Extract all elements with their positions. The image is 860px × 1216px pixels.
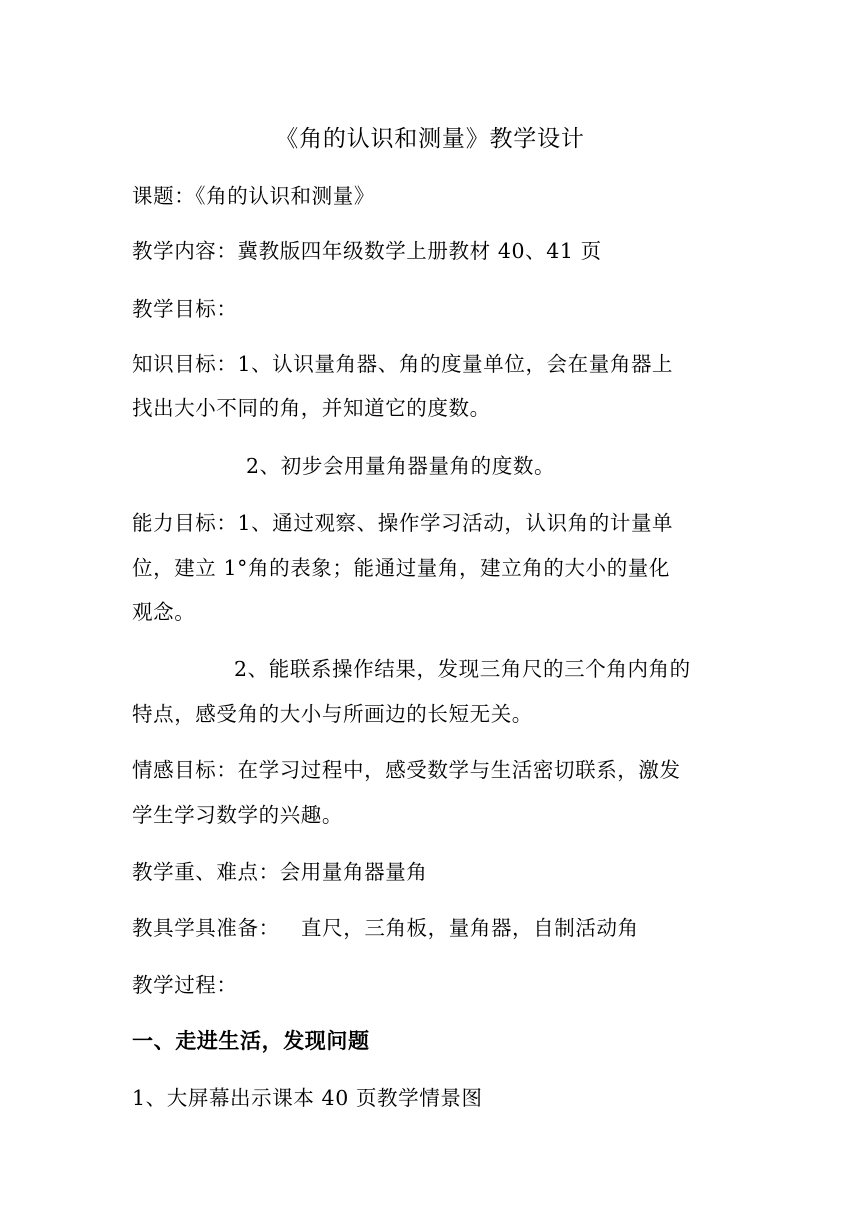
knowledge-goal-item-2: 2、初步会用量角器量角的度数。: [246, 454, 556, 478]
emotion-goal-line-1: 情感目标：在学习过程中，感受数学与生活密切联系，激发: [132, 758, 681, 782]
key-difficult-points: 教学重、难点：会用量角器量角: [132, 860, 428, 884]
teaching-content: 教学内容：冀教版四年级数学上册教材 40、41 页: [132, 239, 602, 263]
ability-goal-item-2-line-1: 2、能联系操作结果，发现三角尺的三个角内角的: [234, 657, 691, 681]
knowledge-goal-line-1: 知识目标：1、认识量角器、角的度量单位，会在量角器上: [132, 352, 674, 376]
emotion-goal-line-2: 学生学习数学的兴趣。: [132, 803, 343, 827]
teaching-goals-label: 教学目标：: [132, 297, 238, 321]
document-title: 《角的认识和测量》教学设计: [275, 126, 585, 152]
teaching-tools: 教具学具准备： 直尺，三角板，量角器，自制活动角: [132, 916, 639, 940]
ability-goal-line-1: 能力目标：1、通过观察、操作学习活动，认识角的计量单: [132, 511, 674, 535]
ability-goal-line-2: 位，建立 1°角的表象；能通过量角，建立角的大小的量化: [132, 556, 671, 580]
ability-goal-item-2-line-2: 特点，感受角的大小与所画边的长短无关。: [132, 702, 533, 726]
process-step-1: 1、大屏幕出示课本 40 页教学情景图: [132, 1086, 483, 1110]
section-heading: 一、走进生活，发现问题: [132, 1029, 370, 1053]
lesson-topic: 课题：《角的认识和测量》: [132, 184, 375, 208]
ability-goal-line-3: 观念。: [132, 600, 196, 624]
teaching-process-label: 教学过程：: [132, 973, 238, 997]
knowledge-goal-line-2: 找出大小不同的角，并知道它的度数。: [132, 396, 491, 420]
